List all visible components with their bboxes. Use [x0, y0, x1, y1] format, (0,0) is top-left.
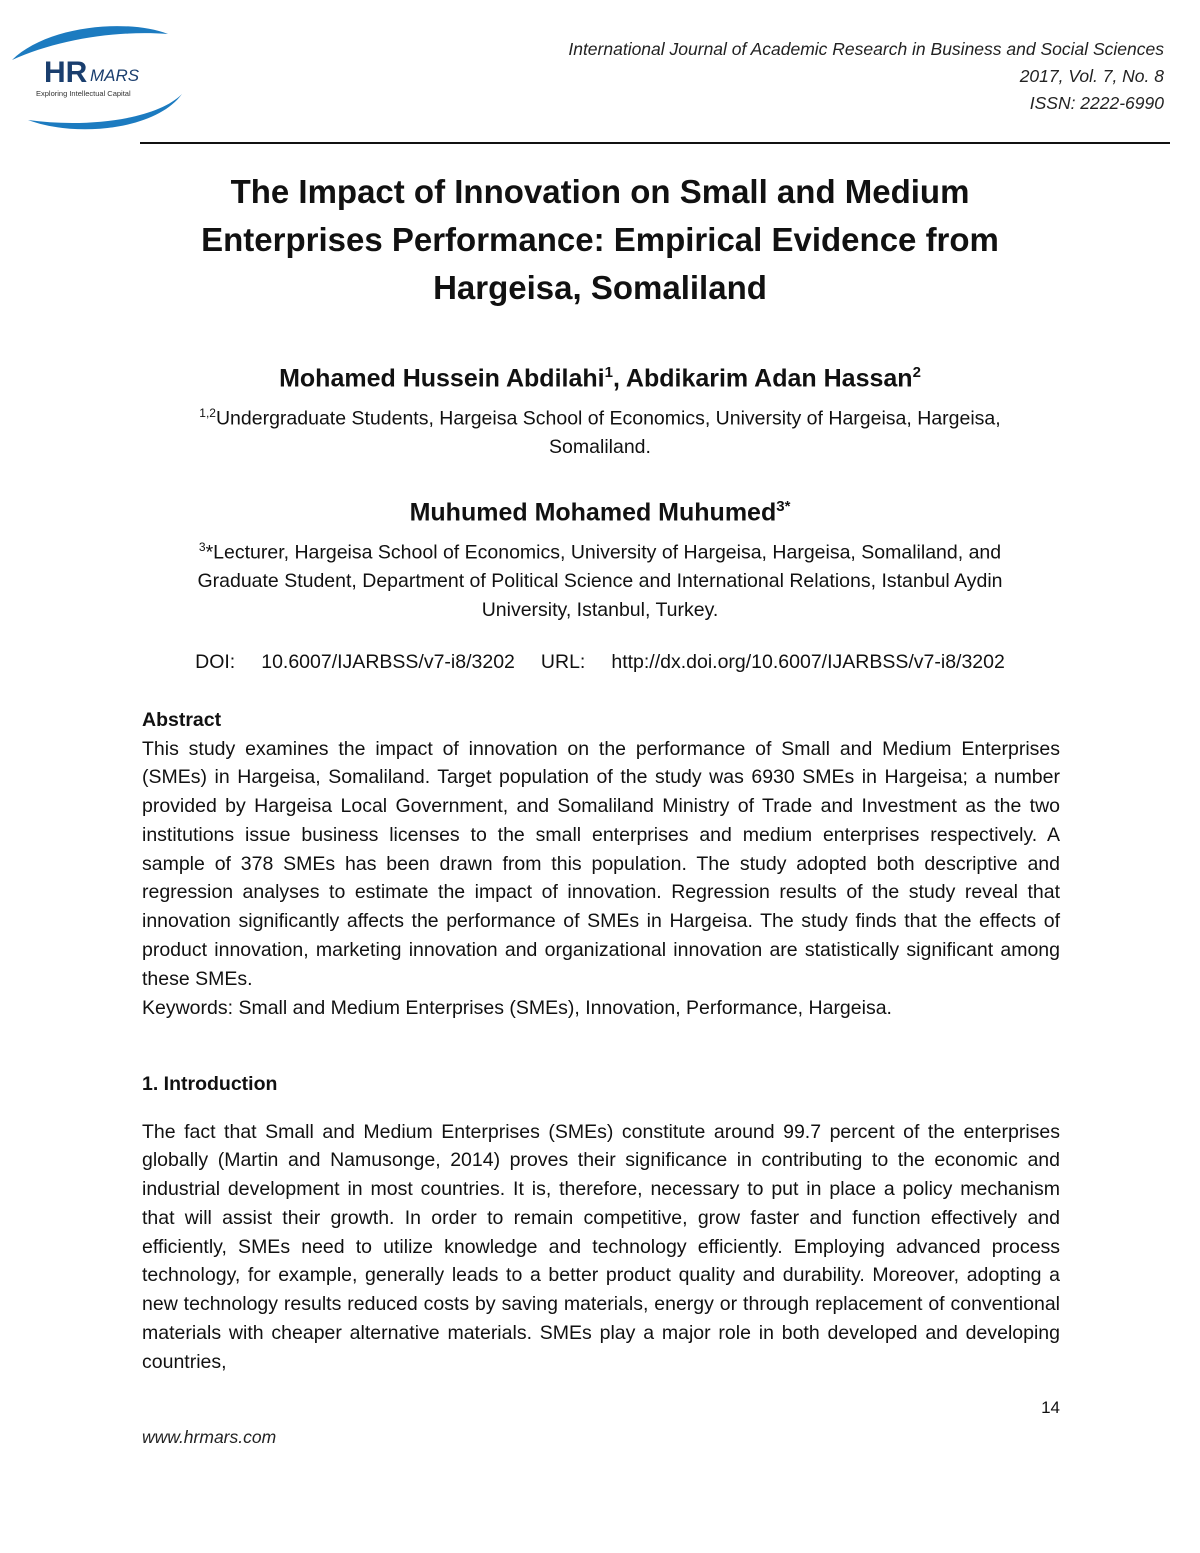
abstract-text: This study examines the impact of innovation on the performance of Small and Medium Enterprises (SMEs) in Hargeisa, Somaliland. Target population of the study was 6930 SMEs in Hargeisa; a number provided by Hargeisa Local Government, and Somaliland Ministry of Trade and Investment as the two institutions issue business licenses to the small enterprises and medium enterprises respectively. A sample of 378 SMEs has been drawn from this population. The study adopted both descriptive and regression analyses to estimate the impact of innovation. Regression results of the study reveal that innovation significantly affects the performance of SMEs in Hargeisa. The study finds that the effects of product innovation, marketing innovation and organizational innovation are statistically significant among these SMEs.: [142, 737, 1060, 990]
footer-website[interactable]: www.hrmars.com: [142, 1427, 277, 1447]
affiliation-text: Somaliland.: [549, 436, 651, 458]
abstract-section: [142, 706, 1060, 1022]
authors-line-1: [130, 364, 1070, 393]
introduction-text: The fact that Small and Medium Enterprises (SMEs) constitute around 99.7 percent of the enterprises globally (Martin and Namusonge, 2014) proves their significance in contributing to the economic and industrial development in most countries. It is, therefore, necessary to put in place a policy mechanism that will assist their growth. In order to remain competitive, grow faster and function effectively and efficiently, SMEs need to utilize knowledge and technology efficiently. Employing advanced process technology, for example, generally leads to a better product quality and durability. Moreover, adopting a new technology results reduced costs by saving materials, energy or through replacement of conventional materials with cheaper alternative materials. SMEs play a major role in both developed and developing countries,: [142, 1120, 1060, 1373]
author-name: Mohamed Hussein Abdilahi: [279, 364, 605, 393]
journal-name: International Journal of Academic Research in Business and Social Sciences: [568, 39, 1164, 59]
author-superscript: 1: [604, 364, 613, 381]
title-line: The Impact of Innovation on Small and Medium: [230, 173, 970, 210]
header-divider: [140, 142, 1170, 144]
affiliation-2: [140, 533, 1060, 624]
logo-hr-text: HR: [44, 56, 88, 89]
page-number: 14: [1041, 1398, 1060, 1417]
author-superscript: 3*: [776, 498, 791, 515]
affiliation-superscript: 1,2: [199, 406, 216, 420]
url-label: URL:: [540, 651, 586, 673]
paper-title: [130, 168, 1070, 312]
doi-value[interactable]: 10.6007/IJARBSS/v7-i8/3202: [261, 651, 515, 673]
doi-label: DOI:: [195, 651, 236, 673]
title-line: Enterprises Performance: Empirical Evidence from: [201, 221, 999, 258]
keywords: Keywords: Small and Medium Enterprises (SMEs), Innovation, Performance, Hargeisa.: [142, 996, 892, 1019]
affiliation-1: [140, 399, 1060, 462]
author-name: Muhumed Mohamed Muhumed: [409, 498, 777, 527]
journal-issn: ISSN: 2222-6990: [1029, 93, 1164, 113]
author-name: Abdikarim Adan Hassan: [625, 364, 913, 393]
journal-issue: 2017, Vol. 7, No. 8: [1019, 66, 1164, 86]
affiliation-text: Undergraduate Students, Hargeisa School of Economics, University of Hargeisa, Hargeisa,: [215, 407, 1001, 430]
introduction-section: [142, 1070, 1060, 1377]
journal-header: [568, 36, 1164, 117]
affiliation-text: Graduate Student, Department of Political Science and International Relations, Istanbul Aydin: [197, 570, 1003, 592]
abstract-heading: Abstract: [142, 709, 222, 731]
affiliation-superscript: 3: [198, 540, 206, 554]
logo-mars-text: MARS: [90, 66, 140, 85]
logo-tagline: Exploring Intellectual Capital: [36, 89, 131, 98]
title-line: Hargeisa, Somaliland: [433, 269, 767, 306]
url-link[interactable]: http://dx.doi.org/10.6007/IJARBSS/v7-i8/3202: [611, 651, 1005, 673]
authors-line-2: [130, 498, 1070, 527]
doi-line: [140, 649, 1060, 675]
introduction-heading: 1. Introduction: [142, 1073, 278, 1095]
hrmars-logo: [6, 20, 184, 138]
author-superscript: 2: [912, 364, 921, 381]
affiliation-text: University, Istanbul, Turkey.: [481, 598, 719, 621]
author-separator: ,: [612, 364, 626, 393]
logo-swoosh-icon: [6, 20, 184, 138]
affiliation-text: *Lecturer, Hargeisa School of Economics, University of Hargeisa, Hargeisa, Somaliland, and: [205, 541, 1002, 564]
